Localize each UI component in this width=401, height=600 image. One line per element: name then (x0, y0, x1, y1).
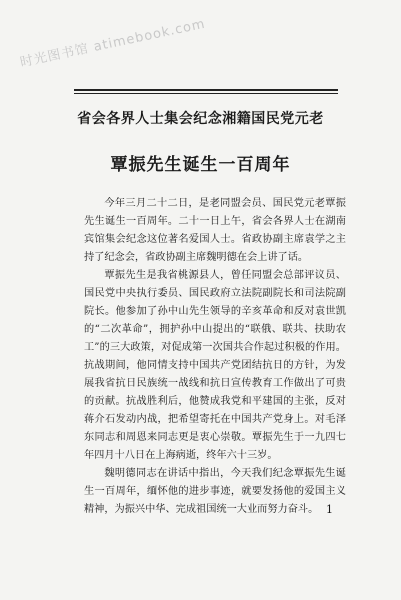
header-rule-thin (74, 93, 338, 94)
paragraph: 魏明德同志在讲话中指出，今天我们纪念覃振先生诞生一百周年，缅怀他的进步事迹，就要发扬他的爱国主义精神，为振兴中华、完成祖国统一大业而努力奋斗。 (84, 468, 346, 515)
article-heading: 省会各界人士集会纪念湘籍国民党元老 (77, 111, 324, 127)
article-body (84, 195, 346, 519)
paragraph: 覃振先生是我省桃源县人，曾任同盟会总部评议员、国民党中央执行委员、国民政府立法院副院长和司法院副院长。他参加了孙中山先生领导的辛亥革命和反对袁世凯的“二次革命”，拥护孙中山提出的“联俄、联共、扶助农工”的三大政策，对促成第一次国共合作起过积极的作用。抗战期间，他同情支持中国共产党团结抗日的方针，为发展我省抗日民族统一战线和抗日宣传教育工作做出了可贵的贡献。抗战胜利后，他赞成我党和平建国的主张，反对蒋介石发动内战，把希望寄托在中国共产党身上。对毛泽东同志和周恩来同志更是衷心崇敬。覃振先生于一九四七年四月十八日在上海病逝，终年六十三岁。 (84, 270, 346, 461)
article-title: 覃振先生诞生一百周年 (110, 155, 291, 175)
paragraph: 今年三月二十二日，是老同盟会员、国民党元老覃振先生诞生一百周年。二十一日上午，省会各界人士在湖南宾馆集会纪念这位著名爱国人士。省政协副主席袁学之主持了纪念会，省政协副主席魏明德在会上讲了话。 (84, 198, 346, 263)
page-number: 1 (326, 503, 333, 516)
watermark: 时光图书馆 atimebook.com (18, 16, 207, 71)
header-rule (74, 89, 338, 91)
